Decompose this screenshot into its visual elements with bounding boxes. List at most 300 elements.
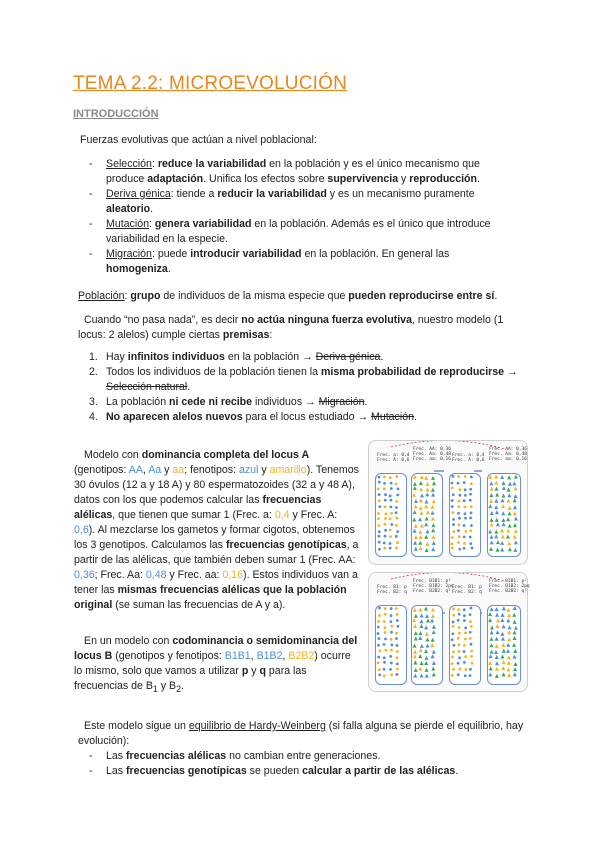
individual-mark bbox=[419, 511, 423, 515]
individual-mark bbox=[500, 541, 504, 545]
individual-mark bbox=[512, 481, 516, 485]
label-freq-p-q-1: Frec. B1: p Frec. B2: q bbox=[377, 585, 407, 595]
individual-mark bbox=[508, 524, 512, 528]
individual-mark bbox=[501, 535, 505, 539]
individual-mark bbox=[495, 667, 499, 671]
individual-mark bbox=[507, 475, 511, 479]
figure-dominancia bbox=[368, 440, 528, 565]
individual-mark bbox=[496, 548, 500, 552]
genotype-aa: aa bbox=[172, 464, 185, 476]
individual-mark bbox=[395, 511, 398, 514]
figure-codominancia bbox=[368, 572, 528, 692]
bold-text: frecuencias genotípicas bbox=[126, 765, 247, 777]
bold-text: ni cede ni recibe bbox=[169, 396, 253, 408]
individual-mark bbox=[418, 546, 422, 550]
individual-mark bbox=[452, 493, 455, 496]
individual-mark bbox=[513, 606, 517, 610]
struck-text: Mutación bbox=[371, 411, 414, 423]
individual-mark bbox=[500, 613, 504, 617]
text: . bbox=[377, 750, 381, 762]
individual-mark bbox=[457, 541, 460, 544]
individual-mark bbox=[470, 607, 473, 610]
individual-mark bbox=[489, 637, 493, 641]
individual-mark bbox=[488, 612, 492, 616]
individual-mark bbox=[451, 536, 454, 539]
individual-mark bbox=[377, 512, 380, 515]
individual-mark bbox=[391, 643, 394, 646]
individual-mark bbox=[383, 656, 386, 659]
term-poblacion: Población bbox=[78, 290, 125, 302]
text: Este modelo sigue un bbox=[84, 720, 189, 732]
individual-mark bbox=[378, 607, 381, 610]
struck-text: Selección natural bbox=[106, 381, 188, 393]
forces-list bbox=[89, 157, 509, 277]
individual-mark bbox=[413, 644, 417, 648]
individual-mark bbox=[463, 499, 466, 502]
individual-mark bbox=[431, 488, 435, 492]
individual-mark bbox=[396, 673, 399, 676]
text: ). Al mezclarse los gametos y formar cigotos, obtenemos los 3 genotipos. Calculamos las bbox=[74, 524, 355, 551]
individual-mark bbox=[463, 614, 466, 617]
individual-mark bbox=[488, 504, 492, 508]
text: y bbox=[398, 173, 410, 185]
individual-mark bbox=[464, 674, 467, 677]
individual-mark bbox=[513, 511, 517, 515]
individual-mark bbox=[464, 638, 467, 641]
individual-mark bbox=[413, 541, 417, 545]
text: , bbox=[142, 464, 149, 476]
individual-mark bbox=[507, 488, 511, 492]
individual-mark bbox=[378, 637, 381, 640]
individual-mark bbox=[508, 482, 512, 486]
individual-mark bbox=[469, 620, 472, 623]
individual-mark bbox=[390, 482, 393, 485]
individual-mark bbox=[451, 638, 454, 641]
freq-aa: 0,16 bbox=[222, 569, 244, 581]
individual-mark bbox=[396, 650, 399, 653]
individual-mark bbox=[463, 650, 466, 653]
individual-mark bbox=[395, 482, 398, 485]
individual-mark bbox=[514, 626, 518, 630]
individual-mark bbox=[469, 674, 472, 677]
individual-mark bbox=[383, 674, 386, 677]
individual-mark bbox=[377, 626, 380, 629]
individual-mark bbox=[414, 668, 418, 672]
individual-mark bbox=[490, 487, 494, 491]
individual-mark bbox=[414, 547, 418, 551]
individual-mark bbox=[507, 637, 511, 641]
list-item bbox=[89, 764, 529, 779]
text: : bbox=[124, 290, 131, 302]
individual-mark bbox=[390, 512, 393, 515]
individual-mark bbox=[426, 510, 430, 514]
individual-mark bbox=[469, 488, 472, 491]
term-hardy-weinberg: equilibrio de Hardy-Weinberg bbox=[188, 720, 326, 732]
individual-mark bbox=[390, 673, 393, 676]
individual-mark bbox=[495, 644, 499, 648]
individual-mark bbox=[488, 672, 492, 676]
item-number: 1. bbox=[89, 351, 98, 363]
individual-mark bbox=[458, 517, 461, 520]
individual-mark bbox=[458, 643, 461, 646]
individual-mark bbox=[488, 529, 492, 533]
individual-mark bbox=[506, 534, 510, 538]
individual-mark bbox=[431, 666, 435, 670]
individual-mark bbox=[470, 643, 473, 646]
individual-mark bbox=[424, 649, 428, 653]
text: individuos → bbox=[252, 396, 319, 408]
individual-mark bbox=[500, 475, 504, 479]
individual-mark bbox=[470, 524, 473, 527]
individual-mark bbox=[383, 475, 386, 478]
individual-mark bbox=[496, 540, 500, 544]
individual-mark bbox=[413, 654, 417, 658]
individual-mark bbox=[390, 625, 393, 628]
individual-mark bbox=[469, 517, 472, 520]
individual-mark bbox=[431, 476, 435, 480]
individual-mark bbox=[490, 518, 494, 522]
individual-mark bbox=[451, 674, 454, 677]
bold-text: genera variabilidad bbox=[154, 218, 252, 230]
individual-mark bbox=[513, 523, 517, 527]
text: ). Tenemos 30 óvulos (12 a y 18 A) y 80 espermatozoides (32 a y 48 A), datos con los que podemos calcular las bbox=[74, 464, 359, 506]
individual-mark bbox=[432, 481, 436, 485]
bold-text: misma probabilidad de reproducirse bbox=[320, 366, 505, 378]
text: en la población y es el único mecanismo que produce bbox=[106, 158, 480, 185]
freq-A: 0,6 bbox=[74, 524, 89, 536]
text: (genotipos y fenotipos: bbox=[112, 650, 225, 662]
individual-mark bbox=[418, 541, 422, 545]
text: Las bbox=[106, 765, 127, 777]
individual-mark bbox=[413, 608, 417, 612]
individual-mark bbox=[451, 662, 454, 665]
page-title: TEMA 2.2: MICROEVOLUCIÓN bbox=[73, 73, 348, 94]
individual-mark bbox=[507, 541, 511, 545]
individual-mark bbox=[390, 662, 393, 665]
text: . bbox=[181, 680, 184, 692]
individual-mark bbox=[432, 541, 436, 545]
individual-mark bbox=[426, 542, 430, 546]
individual-mark bbox=[425, 643, 429, 647]
individual-mark bbox=[384, 493, 387, 496]
individual-mark bbox=[506, 499, 510, 503]
individual-mark bbox=[377, 517, 380, 520]
freq-AA: 0,36 bbox=[74, 569, 95, 581]
individual-mark bbox=[395, 475, 398, 478]
individual-mark bbox=[514, 517, 518, 521]
individual-mark bbox=[464, 512, 467, 515]
phenotype-amarillo: amarillo bbox=[269, 464, 307, 476]
individual-mark bbox=[377, 632, 380, 635]
bold-text: frecuencias genotípicas bbox=[225, 539, 347, 551]
individual-mark bbox=[378, 668, 381, 671]
label-freq-alelicas-2: Frec. a: 0,4 Frec. A: 0,6 bbox=[452, 453, 485, 463]
bold-text: codominancia o semidominancia del locus B bbox=[74, 635, 358, 662]
premisas-list bbox=[89, 350, 529, 425]
struck-text: Migración bbox=[318, 396, 365, 408]
individual-mark bbox=[377, 656, 380, 659]
text: (si falla alguna se pierde el equilibrio, hay evolución): bbox=[78, 720, 524, 747]
individual-mark bbox=[463, 481, 466, 484]
individual-mark bbox=[463, 547, 466, 550]
individual-mark bbox=[424, 661, 428, 665]
individual-mark bbox=[425, 668, 429, 672]
individual-mark bbox=[508, 625, 512, 629]
individual-mark bbox=[500, 498, 504, 502]
individual-mark bbox=[377, 644, 380, 647]
list-item bbox=[89, 157, 509, 187]
individual-mark bbox=[383, 547, 386, 550]
bold-text: No aparecen alelos nuevos bbox=[106, 411, 243, 423]
individual-mark bbox=[470, 511, 473, 514]
individual-mark bbox=[378, 614, 381, 617]
individual-mark bbox=[390, 638, 393, 641]
text: para las frecuencias de B bbox=[74, 665, 307, 692]
individual-mark bbox=[507, 655, 511, 659]
individual-mark bbox=[469, 637, 472, 640]
individual-mark bbox=[389, 535, 392, 538]
individual-mark bbox=[413, 475, 417, 479]
individual-mark bbox=[494, 505, 498, 509]
text: . bbox=[167, 263, 171, 275]
bold-text: reducir la variabilidad bbox=[217, 188, 327, 200]
individual-mark bbox=[424, 499, 428, 503]
individual-mark bbox=[418, 666, 422, 670]
individual-mark bbox=[419, 535, 423, 539]
individual-mark bbox=[490, 650, 494, 654]
individual-mark bbox=[419, 498, 423, 502]
label-freq-genot-pq-2: Frec. B1B1: p² Frec. B1B2: 2pq Frec. B2B2: q² bbox=[489, 579, 530, 594]
individual-mark bbox=[508, 506, 512, 510]
individual-mark bbox=[377, 661, 380, 664]
individual-mark bbox=[418, 530, 422, 534]
individual-mark bbox=[463, 524, 466, 527]
individual-mark bbox=[390, 505, 393, 508]
text: ) ocurre lo mismo, solo que vamos a utilizar bbox=[74, 650, 351, 677]
individual-mark bbox=[470, 505, 473, 508]
text: y B bbox=[157, 680, 177, 692]
individual-mark bbox=[377, 487, 380, 490]
individual-mark bbox=[395, 506, 398, 509]
bold-text: supervivencia bbox=[327, 173, 399, 185]
individual-mark bbox=[384, 523, 387, 526]
individual-mark bbox=[451, 487, 454, 490]
individual-mark bbox=[506, 643, 510, 647]
individual-mark bbox=[469, 631, 472, 634]
individual-mark bbox=[432, 661, 436, 665]
list-item bbox=[89, 365, 529, 395]
individual-mark bbox=[413, 650, 417, 654]
individual-mark bbox=[431, 638, 435, 642]
individual-mark bbox=[457, 619, 460, 622]
individual-mark bbox=[426, 482, 430, 486]
individual-mark bbox=[431, 547, 435, 551]
individual-mark bbox=[513, 498, 517, 502]
individual-mark bbox=[397, 487, 400, 490]
individual-mark bbox=[378, 541, 381, 544]
individual-mark bbox=[418, 654, 422, 658]
individual-mark bbox=[378, 524, 381, 527]
individual-mark bbox=[412, 517, 416, 521]
individual-mark bbox=[378, 499, 381, 502]
individual-mark bbox=[457, 608, 460, 611]
individual-mark bbox=[489, 643, 493, 647]
individual-mark bbox=[489, 493, 493, 497]
label-freq-genotipicas-1: Frec. AA: 0,36 Frec. Aa: 0,48 Frec. aa: 0,16 bbox=[413, 447, 451, 462]
individual-mark bbox=[457, 637, 460, 640]
individual-mark bbox=[494, 481, 498, 485]
individual-mark bbox=[395, 535, 398, 538]
text: Hay bbox=[106, 351, 128, 363]
individual-mark bbox=[378, 476, 381, 479]
bold-text: frecuencias alélicas bbox=[126, 750, 227, 762]
individual-mark bbox=[413, 673, 417, 677]
bold-text: frecuencias alélicas bbox=[74, 494, 322, 521]
individual-mark bbox=[464, 632, 467, 635]
individual-mark bbox=[389, 668, 392, 671]
list-item bbox=[89, 187, 509, 217]
individual-mark bbox=[458, 548, 461, 551]
individual-mark bbox=[500, 632, 504, 636]
individual-mark bbox=[490, 630, 494, 634]
individual-mark bbox=[379, 650, 382, 653]
individual-mark bbox=[452, 644, 455, 647]
individual-mark bbox=[378, 673, 381, 676]
individual-mark bbox=[488, 661, 492, 665]
individual-mark bbox=[514, 540, 518, 544]
individual-mark bbox=[495, 661, 499, 665]
individual-mark bbox=[457, 505, 460, 508]
individual-mark bbox=[431, 654, 435, 658]
individual-mark bbox=[420, 644, 424, 648]
individual-mark bbox=[419, 506, 423, 510]
individual-mark bbox=[413, 510, 417, 514]
individual-mark bbox=[413, 529, 417, 533]
individual-mark bbox=[424, 607, 428, 611]
individual-mark bbox=[384, 535, 387, 538]
freq-a: 0,4 bbox=[274, 509, 290, 521]
individual-mark bbox=[413, 661, 417, 665]
individual-mark bbox=[490, 625, 494, 629]
individual-mark bbox=[494, 530, 498, 534]
individual-mark bbox=[489, 499, 493, 503]
individual-mark bbox=[383, 487, 386, 490]
bold-text: calcular a partir de las alélicas bbox=[302, 765, 456, 777]
text: . bbox=[150, 203, 154, 215]
list-item bbox=[89, 749, 529, 764]
text: (se suman las frecuencias de A y a). bbox=[112, 599, 286, 611]
individual-mark bbox=[389, 547, 392, 550]
list-item bbox=[89, 395, 529, 410]
individual-mark bbox=[452, 621, 455, 624]
individual-mark bbox=[378, 535, 381, 538]
individual-mark bbox=[502, 494, 506, 498]
individual-mark bbox=[452, 625, 455, 628]
individual-mark bbox=[488, 475, 492, 479]
individual-mark bbox=[426, 529, 430, 533]
individual-mark bbox=[469, 536, 472, 539]
individual-mark bbox=[452, 523, 455, 526]
individual-mark bbox=[414, 499, 418, 503]
individual-mark bbox=[424, 656, 428, 660]
individual-mark bbox=[395, 517, 398, 520]
text: → bbox=[504, 366, 518, 378]
text: . bbox=[380, 351, 384, 363]
text: y bbox=[161, 464, 173, 476]
individual-mark bbox=[384, 613, 387, 616]
individual-mark bbox=[412, 618, 416, 622]
genotype-B1B1: B1B1 bbox=[224, 650, 251, 662]
individual-mark bbox=[457, 673, 460, 676]
individual-mark bbox=[464, 506, 467, 509]
individual-mark bbox=[414, 504, 418, 508]
individual-mark bbox=[418, 608, 422, 612]
bold-text: reduce la variabilidad bbox=[157, 158, 267, 170]
individual-mark bbox=[513, 630, 517, 634]
bold-text: adaptación bbox=[147, 173, 204, 185]
bold-text: introducir variabilidad bbox=[190, 248, 302, 260]
individual-mark bbox=[459, 488, 462, 491]
individual-mark bbox=[431, 516, 435, 520]
text: , bbox=[282, 650, 289, 662]
hardy-weinberg-paragraph bbox=[78, 719, 538, 749]
individual-mark bbox=[501, 518, 505, 522]
individual-mark bbox=[431, 608, 435, 612]
individual-mark bbox=[390, 649, 393, 652]
individual-mark bbox=[502, 606, 506, 610]
individual-mark bbox=[470, 655, 473, 658]
individual-mark bbox=[383, 542, 386, 545]
text: : puede bbox=[151, 248, 191, 260]
individual-mark bbox=[426, 638, 430, 642]
text: . Unifica los efectos sobre bbox=[203, 173, 328, 185]
text: y Frec. aa: bbox=[166, 569, 223, 581]
individual-mark bbox=[457, 512, 460, 515]
individual-mark bbox=[426, 618, 430, 622]
text: La población bbox=[106, 396, 170, 408]
individual-mark bbox=[389, 542, 392, 545]
individual-mark bbox=[430, 511, 434, 515]
individual-mark bbox=[513, 649, 517, 653]
text: y bbox=[258, 464, 270, 476]
individual-mark bbox=[432, 499, 436, 503]
individual-mark bbox=[419, 487, 423, 491]
individual-mark bbox=[384, 638, 387, 641]
text: no cambian entre generaciones bbox=[226, 750, 378, 762]
individual-mark bbox=[464, 475, 467, 478]
individual-mark bbox=[469, 613, 472, 616]
individual-mark bbox=[420, 493, 424, 497]
individual-mark bbox=[463, 542, 466, 545]
individual-mark bbox=[453, 530, 456, 533]
individual-mark bbox=[389, 517, 392, 520]
individual-mark bbox=[513, 535, 517, 539]
individual-mark bbox=[507, 630, 511, 634]
bold-text: pueden reproducirse entre sí bbox=[348, 290, 495, 302]
individual-mark bbox=[513, 636, 517, 640]
individual-mark bbox=[490, 511, 494, 515]
individual-mark bbox=[431, 528, 435, 532]
individual-mark bbox=[513, 548, 517, 552]
individual-mark bbox=[495, 674, 499, 678]
text: : bbox=[269, 329, 273, 341]
bold-text: no actúa ninguna fuerza evolutiva bbox=[241, 314, 412, 326]
individual-mark bbox=[506, 618, 510, 622]
individual-mark bbox=[500, 528, 504, 532]
subscript: 1 bbox=[152, 684, 158, 695]
individual-mark bbox=[514, 662, 518, 666]
individual-mark bbox=[431, 535, 435, 539]
